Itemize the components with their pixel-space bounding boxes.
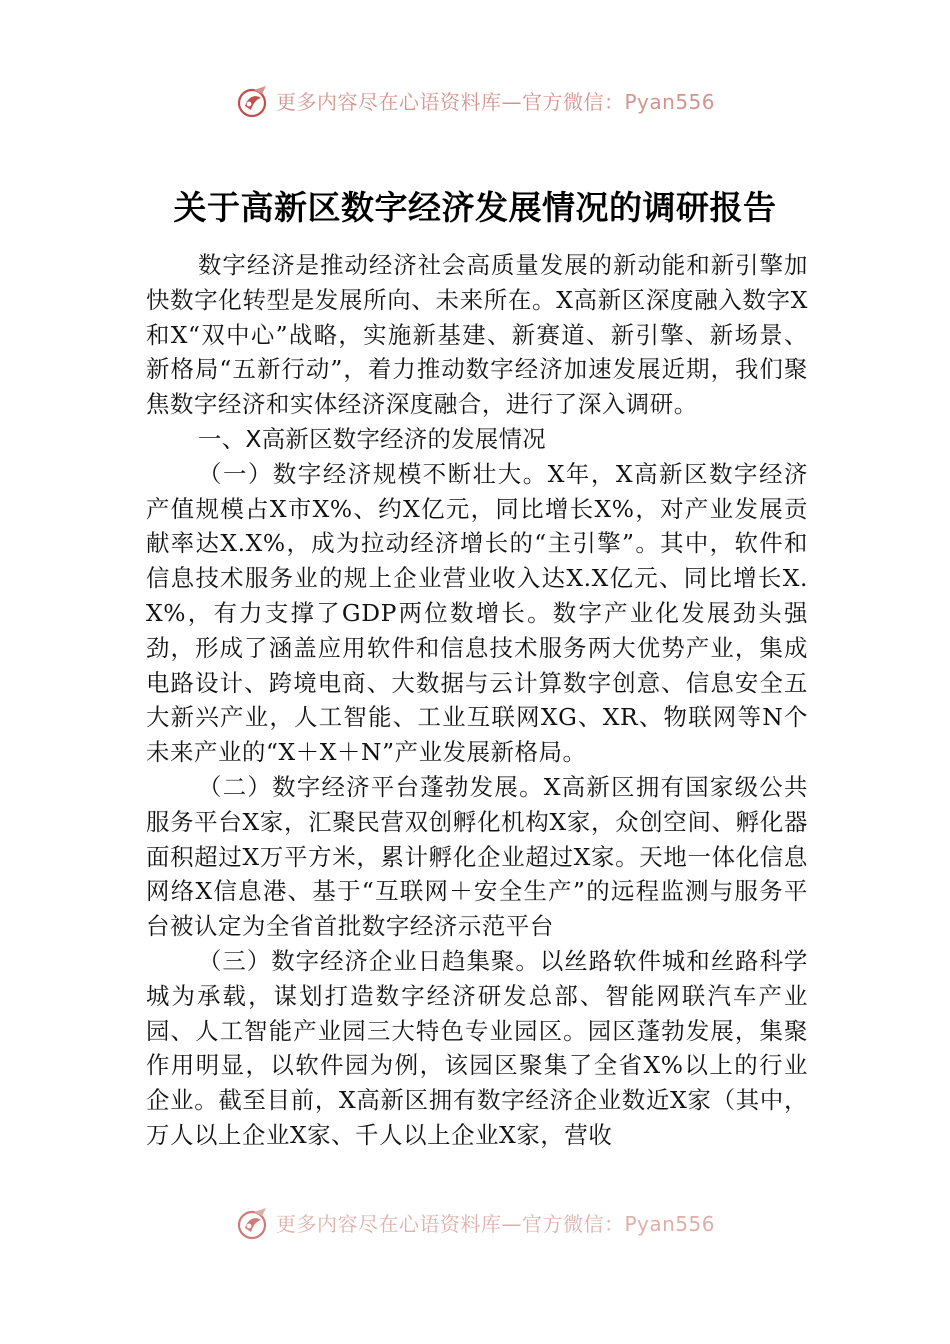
subsection-paragraph-2: （二）数字经济平台蓬勃发展。X高新区拥有国家级公共服务平台X家，汇聚民营双创孵化机构X家，众创空间、孵化器面积超过X万平方米，累计孵化企业超过X家。天地一体化信息网络X信息港、基于“互联网＋安全生产”的远程监测与服务平台被认定为全省首批数字经济示范平台 [146, 772, 808, 941]
watermark-footer [0, 1206, 950, 1242]
intro-paragraph: 数字经济是推动经济社会高质量发展的新动能和新引擎加快数字化转型是发展所向、未来所在。X高新区深度融入数字X和X“双中心”战略，实施新基建、新赛道、新引擎、新场景、新格局“五新行动”，着力推动数字经济加速发展近期，我们聚焦数字经济和实体经济深度融合，进行了深入调研。 [146, 251, 808, 419]
watermark-text: 更多内容尽在心语资料库—官方微信：Pyan556 [276, 1212, 716, 1236]
watermark-logo-icon [236, 1206, 272, 1242]
subsection-paragraph-1: （一）数字经济规模不断壮大。X年，X高新区数字经济产值规模占X市X%、约X亿元，同比增长X%，对产业发展贡献率达X.X%，成为拉动经济增长的“主引擎”。其中，软件和信息技术服务业的规上企业营业收入达X.X亿元、同比增长X.X%，有力支撑了GDP两位数增长。数字产业化发展劲头强劲，形成了涵盖应用软件和信息技术服务两大优势产业，集成电路设计、跨境电商、大数据与云计算数字创意、信息安全五大新兴产业，人工智能、工业互联网XG、XR、物联网等N个未来产业的“X＋X＋N”产业发展新格局。 [146, 459, 808, 767]
watermark-logo-icon [236, 84, 272, 120]
document-title: 关于高新区数字经济发展情况的调研报告 [173, 188, 777, 227]
document-body [146, 248, 808, 1153]
watermark-text: 更多内容尽在心语资料库—官方微信：Pyan556 [276, 90, 716, 114]
watermark-header [0, 84, 950, 120]
subsection-paragraph-3: （三）数字经济企业日趋集聚。以丝路软件城和丝路科学城为承载，谋划打造数字经济研发总部、智能网联汽车产业园、人工智能产业园三大特色专业园区。园区蓬勃发展，集聚作用明显，以软件园为例，该园区聚集了全省X%以上的行业企业。截至目前，X高新区拥有数字经济企业数近X家（其中，万人以上企业X家、千人以上企业X家，营收 [146, 946, 808, 1149]
section-heading-1: 一、X高新区数字经济的发展情况 [198, 424, 546, 453]
